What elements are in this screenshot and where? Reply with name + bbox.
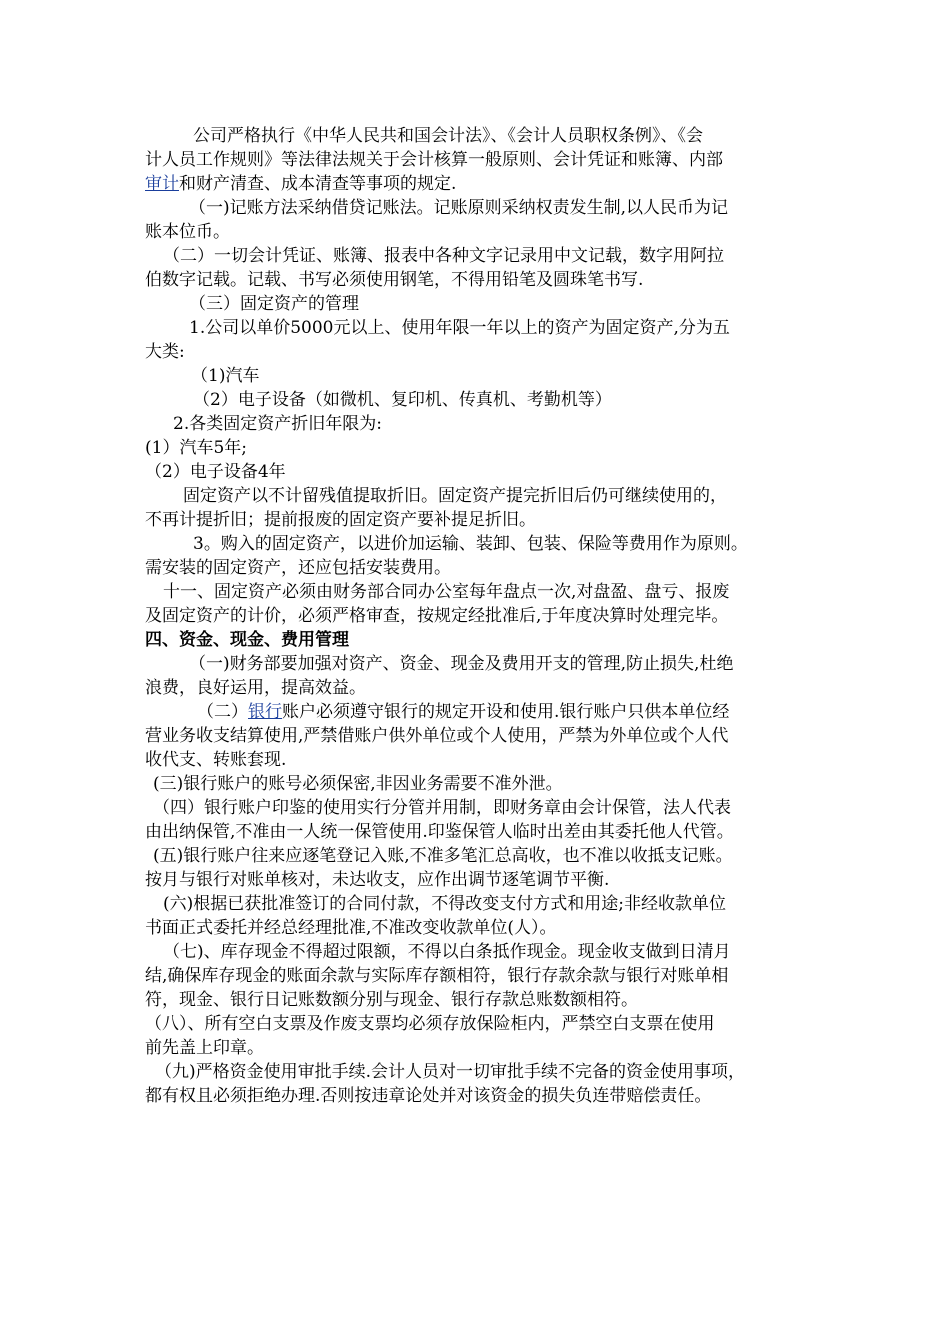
text-line: 书面正式委托并经总经理批准,不准改变收款单位(人）。 bbox=[145, 918, 557, 938]
text-line: 伯数字记载。记载、书写必须使用钢笔，不得用铅笔及圆珠笔书写. bbox=[145, 270, 644, 290]
text-line: 大类: bbox=[145, 342, 185, 362]
text-line: （八）、所有空白支票及作废支票均必须存放保险柜内，严禁空白支票在使用 bbox=[145, 1014, 715, 1034]
text-line: 账户必须遵守银行的规定开设和使用.银行账户只供本单位经 bbox=[282, 702, 730, 722]
text-line: （一)记账方法采纳借贷记账法。记账原则采纳权责发生制,以人民币为记 bbox=[189, 198, 729, 218]
text-line: （九)严格资金使用审批手续.会计人员对一切审批手续不完备的资金使用事项， bbox=[155, 1062, 746, 1082]
paragraph-contract-payment bbox=[145, 892, 817, 940]
paragraph-blank-cheques bbox=[145, 1012, 817, 1060]
text-line: （2）电子设备（如微机、复印机、传真机、考勤机等） bbox=[193, 390, 612, 410]
text-line: 结,确保库存现金的账面余款与实际库存额相符，银行存款余款与银行对账单相 bbox=[145, 966, 729, 986]
paragraph-annual-inventory bbox=[145, 580, 817, 628]
text-line: 1.公司以单价5000元以上、使用年限一年以上的资产为固定资产,分为五 bbox=[189, 318, 730, 338]
text-line: (1）汽车5年; bbox=[145, 438, 247, 458]
paragraph-fixed-assets-title bbox=[145, 292, 817, 316]
list-item-cars-years bbox=[145, 436, 817, 460]
list-item-electronics bbox=[145, 388, 817, 412]
text-line: 前先盖上印章。 bbox=[145, 1038, 264, 1058]
text-line: （二） bbox=[197, 702, 248, 722]
text-line: 都有权且必须拒绝办理.否则按违章论处并对该资金的损失负连带赔偿责任。 bbox=[145, 1086, 712, 1106]
text-line: 收代支、转账套现. bbox=[145, 750, 287, 770]
text-line: （2）电子设备4年 bbox=[145, 462, 286, 482]
paragraph-bookkeeping-method bbox=[145, 196, 817, 244]
paragraph-fixed-assets-definition bbox=[145, 316, 817, 364]
text-line: 计人员工作规则》等法律法规关于会计核算一般原则、会计凭证和账簿、内部 bbox=[145, 150, 723, 170]
text-line: （一)财务部要加强对资产、资金、现金及费用开支的管理,防止损失,杜绝 bbox=[189, 654, 734, 674]
text-line: 营业务收支结算使用,严禁借账户供外单位或个人使用，严禁为外单位或个人代 bbox=[145, 726, 729, 746]
paragraph-purchased-assets bbox=[145, 532, 817, 580]
text-line: 3。购入的固定资产，以进价加运输、装卸、包装、保险等费用作为原则。 bbox=[193, 534, 748, 554]
text-line: (六)根据已获批准签订的合同付款，不得改变支付方式和用途;非经收款单位 bbox=[163, 894, 726, 914]
text-line: （三）固定资产的管理 bbox=[189, 294, 359, 314]
section-heading: 四、资金、现金、费用管理 bbox=[145, 630, 349, 650]
document-body bbox=[145, 124, 817, 1108]
text-line: 浪费，良好运用，提高效益。 bbox=[145, 678, 366, 698]
paragraph-funds-management bbox=[145, 652, 817, 700]
paragraph-depreciation-years bbox=[145, 412, 817, 436]
text-line: 十一、固定资产必须由财务部合同办公室每年盘点一次,对盘盈、盘亏、报废 bbox=[163, 582, 730, 602]
text-line: 和财产清查、成本清查等事项的规定. bbox=[179, 174, 457, 194]
text-line: 按月与银行对账单核对，未达收支，应作出调节逐笔调节平衡. bbox=[145, 870, 610, 890]
text-line: (三)银行账户的账号必须保密,非因业务需要不准外泄。 bbox=[153, 774, 563, 794]
text-line: 不再计提折旧；提前报废的固定资产要补提足折旧。 bbox=[145, 510, 536, 530]
text-line: 符，现金、银行日记账数额分别与现金、银行存款总账数额相符。 bbox=[145, 990, 638, 1010]
paragraph-cash-limit bbox=[145, 940, 817, 1012]
text-line: 固定资产以不计留残值提取折旧。固定资产提完折旧后仍可继续使用的， bbox=[183, 486, 727, 506]
paragraph-records-language bbox=[145, 244, 817, 292]
paragraph-account-secrecy bbox=[145, 772, 817, 796]
list-item-cars bbox=[145, 364, 817, 388]
link-bank[interactable]: 银行 bbox=[248, 702, 282, 722]
text-line: （1)汽车 bbox=[191, 366, 260, 386]
text-line: 由出纳保管,不准由一人统一保管使用.印鉴保管人临时出差由其委托他人代管。 bbox=[145, 822, 734, 842]
paragraph-accounting-law bbox=[145, 124, 817, 196]
text-line: （七)、库存现金不得超过限额，不得以白条抵作现金。现金收支做到日清月 bbox=[163, 942, 731, 962]
paragraph-depreciation-rule bbox=[145, 484, 817, 532]
list-item-electronics-years bbox=[145, 460, 817, 484]
text-line: 账本位币。 bbox=[145, 222, 230, 242]
link-audit[interactable]: 审计 bbox=[145, 174, 179, 194]
text-line: 及固定资产的计价，必须严格审查，按规定经批准后,于年度决算时处理完毕。 bbox=[145, 606, 729, 626]
paragraph-bank-accounts bbox=[145, 700, 817, 772]
paragraph-account-entries bbox=[145, 844, 817, 892]
paragraph-seal-management bbox=[145, 796, 817, 844]
text-line: 2.各类固定资产折旧年限为: bbox=[173, 414, 382, 434]
text-line: 公司严格执行《中华人民共和国会计法》、《会计人员职权条例》、《会 bbox=[193, 126, 703, 146]
text-line: 需安装的固定资产，还应包括安装费用。 bbox=[145, 558, 451, 578]
text-line: （四）银行账户印鉴的使用实行分管并用制，即财务章由会计保管，法人代表 bbox=[153, 798, 731, 818]
text-line: （二）一切会计凭证、账簿、报表中各种文字记录用中文记载，数字用阿拉 bbox=[163, 246, 724, 266]
paragraph-approval-procedures bbox=[145, 1060, 817, 1108]
text-line: (五)银行账户往来应逐笔登记入账,不准多笔汇总高收，也不准以收抵支记账。 bbox=[153, 846, 733, 866]
